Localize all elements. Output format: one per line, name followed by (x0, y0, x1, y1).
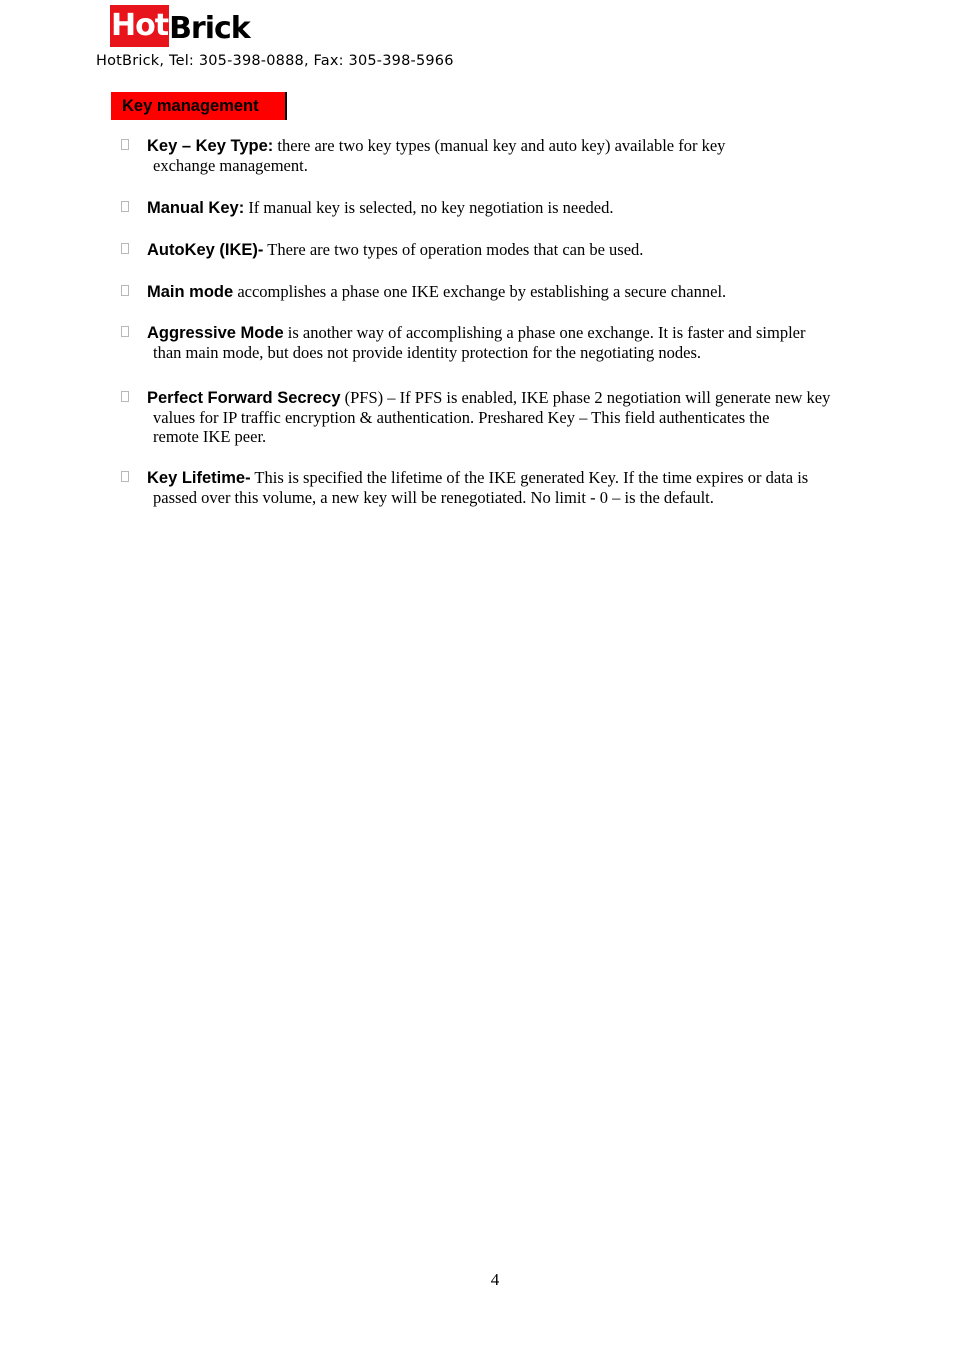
list-item-pfs (121, 388, 891, 446)
bullet-icon (121, 139, 129, 150)
list-item-key-lifetime (121, 468, 891, 508)
item-text: there are two key types (manual key and auto key) available for key (273, 136, 726, 155)
item-term: Key – Key Type: (147, 137, 274, 155)
hotbrick-logo (110, 5, 250, 47)
item-text: There are two types of operation modes that can be used. (263, 240, 644, 259)
item-text-continued: exchange management. (153, 156, 308, 175)
list-item-key-type (121, 136, 891, 176)
logo-hot-text: Hot (110, 5, 169, 47)
logo-brick-text: Brick (169, 11, 250, 46)
item-text-continued: remote IKE peer. (153, 427, 267, 446)
bullet-icon (121, 391, 129, 402)
item-term: Aggressive Mode (147, 324, 284, 342)
item-text-continued: values for IP traffic encryption & authentication. Preshared Key – This field authenticates the (153, 408, 770, 427)
bullet-icon (121, 285, 129, 296)
page-number: 4 (490, 1270, 500, 1289)
list-item-autokey (121, 240, 891, 260)
item-term: Perfect Forward Secrecy (147, 389, 341, 407)
item-term: Key Lifetime- (147, 469, 251, 487)
list-item-main-mode (121, 282, 891, 302)
section-title: Key management (111, 92, 287, 120)
list-item-manual-key (121, 198, 891, 218)
item-text: accomplishes a phase one IKE exchange by establishing a secure channel. (233, 282, 727, 301)
item-text: is another way of accomplishing a phase one exchange. It is faster and simpler (283, 323, 806, 342)
item-text: If manual key is selected, no key negotiation is needed. (244, 198, 614, 217)
list-item-aggressive-mode (121, 323, 891, 363)
contact-info: HotBrick, Tel: 305-398-0888, Fax: 305-398-5966 (96, 53, 454, 69)
item-text-continued: passed over this volume, a new key will be renegotiated. No limit - 0 – is the default. (153, 488, 714, 507)
bullet-icon (121, 471, 129, 482)
item-text: This is specified the lifetime of the IKE generated Key. If the time expires or data is (250, 468, 809, 487)
item-term: Manual Key: (147, 199, 245, 217)
item-text: (PFS) – If PFS is enabled, IKE phase 2 negotiation will generate new key (340, 388, 831, 407)
bullet-icon (121, 326, 129, 337)
item-term: AutoKey (IKE)- (147, 241, 264, 259)
bullet-icon (121, 201, 129, 212)
bullet-icon (121, 243, 129, 254)
item-term: Main mode (147, 283, 234, 301)
item-text-continued: than main mode, but does not provide identity protection for the negotiating nodes. (153, 343, 702, 362)
